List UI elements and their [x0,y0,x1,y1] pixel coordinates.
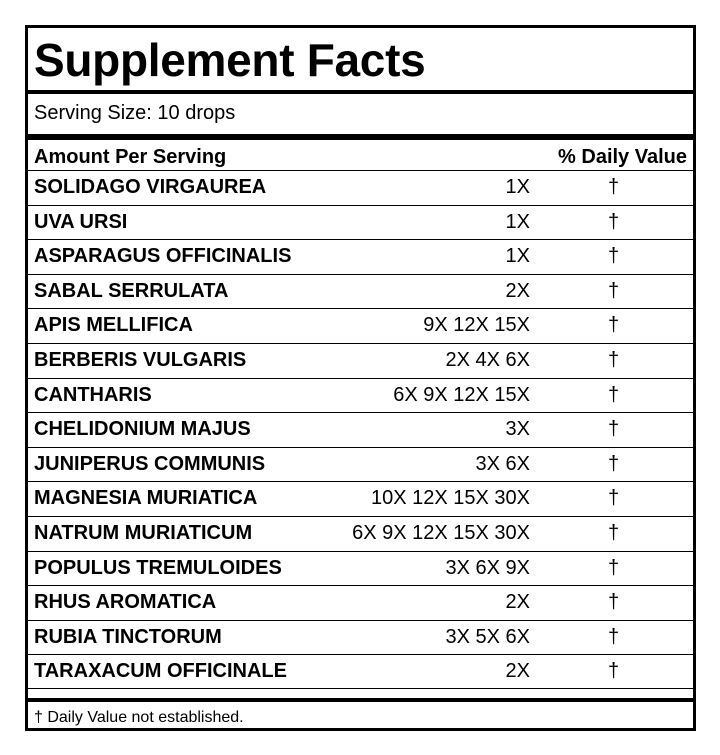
table-row [28,516,693,551]
ingredient-name: NATRUM MURIATICUM [34,521,253,544]
ingredient-name: JUNIPERUS COMMUNIS [34,452,266,475]
table-row [28,585,693,620]
title-divider [28,90,693,94]
table-row [28,205,693,240]
panel-title: Supplement Facts [34,34,426,86]
ingredient-potency: 3X 5X 6X [445,625,530,648]
daily-value-dagger: † [608,660,620,683]
ingredient-potency: 10X 12X 15X 30X [370,487,530,510]
daily-value-dagger: † [608,591,620,614]
ingredient-potency: 1X [505,210,530,233]
daily-value-dagger: † [608,348,620,371]
ingredient-name: RUBIA TINCTORUM [34,625,222,648]
table-row [28,239,693,274]
ingredient-name: CHELIDONIUM MAJUS [34,418,251,441]
ingredient-name: SOLIDAGO VIRGAUREA [34,176,267,198]
ingredient-name: APIS MELLIFICA [34,314,193,337]
table-row [28,378,693,413]
daily-value-dagger: † [608,487,620,510]
table-row [28,447,693,482]
footnote: † Daily Value not established. [34,709,244,726]
daily-value-dagger: † [608,279,620,302]
daily-value-dagger: † [608,176,620,198]
ingredient-name: RHUS AROMATICA [34,591,217,614]
table-row [28,274,693,309]
ingredient-potency: 1X [505,176,530,198]
ingredient-name: UVA URSI [34,210,128,233]
ingredient-name: POPULUS TREMULOIDES [34,556,282,579]
table-row [28,170,693,205]
table-row [28,551,693,586]
ingredient-name: MAGNESIA MURIATICA [34,487,258,510]
ingredient-potency: 3X 6X 9X [445,556,530,579]
table-row [28,308,693,343]
ingredient-name: CANTHARIS [34,383,152,406]
footnote-divider [28,698,693,702]
column-header-row [28,144,693,170]
table-row [28,343,693,378]
ingredient-potency: 3X 6X [475,452,530,475]
daily-value-dagger: † [608,452,620,475]
supplement-facts-panel [25,25,696,731]
daily-value-dagger: † [608,383,620,406]
ingredient-potency: 6X 9X 12X 15X 30X [352,521,530,544]
table-row [28,412,693,447]
daily-value-dagger: † [608,314,620,337]
ingredient-potency: 2X [505,279,530,302]
ingredient-name: SABAL SERRULATA [34,279,229,302]
ingredient-potency: 1X [505,245,530,268]
ingredient-potency: 3X [505,418,530,441]
ingredient-name: TARAXACUM OFFICINALE [34,660,287,683]
daily-value-dagger: † [608,625,620,648]
table-row [28,481,693,516]
daily-value-dagger: † [608,418,620,441]
ingredient-name: BERBERIS VULGARIS [34,348,247,371]
amount-per-serving-header: Amount Per Serving [34,146,227,168]
table-row [28,620,693,655]
table-row [28,654,693,689]
ingredient-table [28,170,693,689]
ingredient-potency: 2X 4X 6X [445,348,530,371]
daily-value-header: % Daily Value [558,146,687,168]
daily-value-dagger: † [608,521,620,544]
serving-divider [28,134,693,140]
ingredient-potency: 2X [505,660,530,683]
serving-size: Serving Size: 10 drops [34,102,236,124]
ingredient-potency: 2X [505,591,530,614]
daily-value-dagger: † [608,245,620,268]
ingredient-name: ASPARAGUS OFFICINALIS [34,245,292,268]
daily-value-dagger: † [608,556,620,579]
ingredient-potency: 9X 12X 15X [423,314,530,337]
daily-value-dagger: † [608,210,620,233]
ingredient-potency: 6X 9X 12X 15X [393,383,530,406]
